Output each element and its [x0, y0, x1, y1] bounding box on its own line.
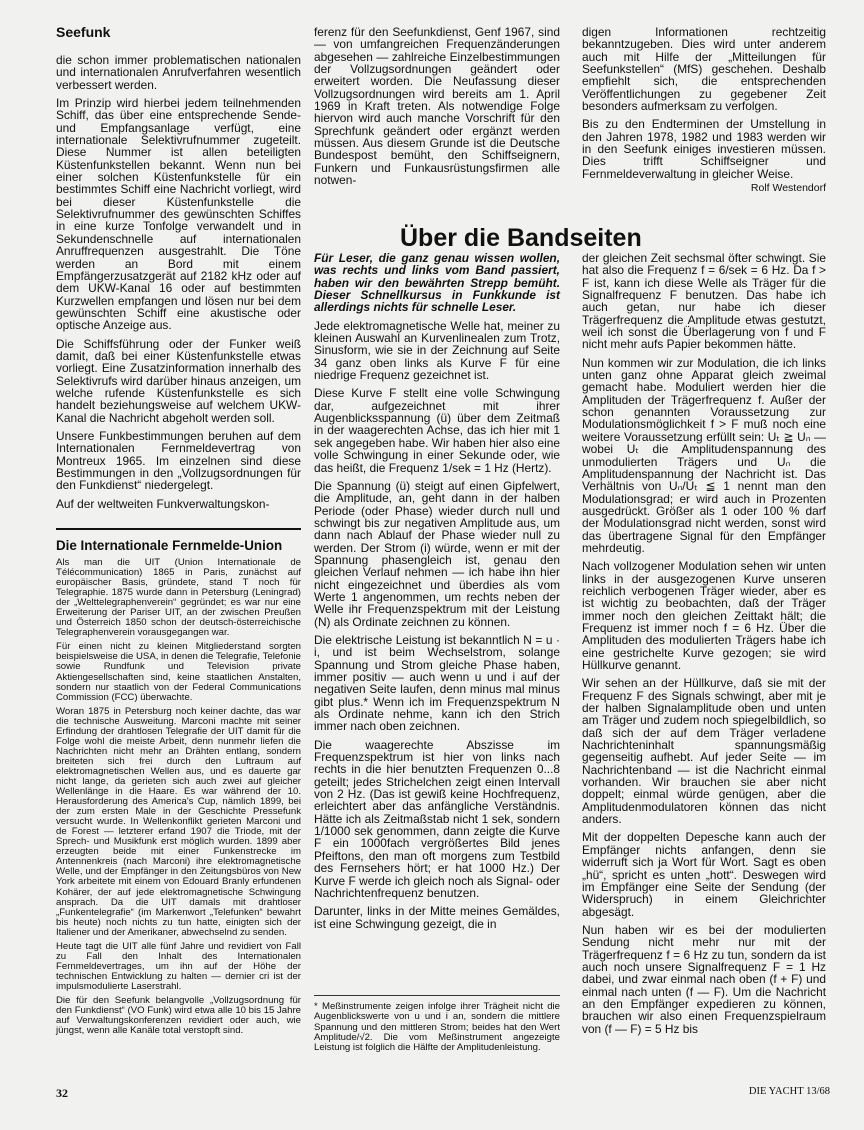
- footnote-text: * Meßinstrumente zeigen infolge ihrer Trägheit nicht die Augenblickswerte von u und i an, sondern die mittlere Spannung und den mittleren Strom; beides hat den Wert Amplitude/√2. Die vom Meßinstrument angezeigte Leistung ist folglich die Hälfte der Amplitudenleistung.: [314, 1001, 560, 1054]
- paragraph: Auf der weltweiten Funkverwaltungskon-: [56, 496, 270, 511]
- paragraph: Die Spannung (ü) steigt auf einen Gipfelwert, die Amplitude, an, geht dann in der halben Periode (oder Phase) wieder durch null und schwingt bis zur negativen Amplitude aus, um dann nach Ablauf der Phase wieder null zu werden. Der Strom (i) würde, wenn er mit der Spannung phasengleich ist, genau den gleichen Verlauf nehmen — ich habe ihn hier nicht eingezeichnet und überdies als vom Werte 1 angenommen, um rechts neben der Welle ihr Frequenzspektrum mit der Leistung (N) als Ordinate zeichnen zu können.: [314, 478, 560, 629]
- sidebar-paragraph: Als man die UIT (Union Internationale de Télécommunication) 1865 in Paris, zunächst auf europäischer Basis, gründete, stand T noch für Telegraphie. 1875 wurde dann in Petersburg (Leningrad) der „Welttelegraphenverein“ gegründet; es war nur eine Erweiterung der Pariser UIT, an der zwischen Preußen und Österreich 1850 schon der deutsch-österreichische Telegraphenverein vorausgegangen war.: [56, 557, 301, 639]
- paragraph: Nun kommen wir zur Modulation, die ich links unten ganz ohne Apparat gleich zweimal gemacht habe. Moduliert werden hier die Amplituden der Trägerfrequenz f. Außer der schon genannten Voraussetzung zur Modulationsmöglichkeit f > F muß noch eine weitere Voraussetzung erfüllt sein: Uₜ ≧ Uₙ — wobei Uₜ die Amplitudenspannung des unmodulierten Trägers und Uₙ die Amplitudenspannung der Nachricht ist. Das Verhältnis von Uₙ/Uₜ ≦ 1 nennt man den Modulationsgrad; er wird auch in Prozenten ausgedrückt. Größer als 1 oder 100 % darf der Modulationsgrad nicht werden, sonst wird das übertragene Signal für den Empfänger mehrdeutig.: [582, 355, 826, 555]
- paragraph: der gleichen Zeit sechsmal öfter schwingt. Sie hat also die Frequenz f = 6/sek = 6 Hz. Da f > F ist, kann ich diese Welle als Träger für die Signalfrequenz F benutzen. Das habe ich auch getan, nur habe ich dieser Trägerfrequenz die Amplitude etwas gestutzt, weil ich sonst die Überlagerung von f und F nicht mehr aufs Papier bekommen hätte.: [582, 251, 826, 352]
- article-lead: Für Leser, die ganz genau wissen wollen, was rechts und links vom Band passiert, haben wir den bewährten Strepp bemüht. Dieser Schnellkursus in Funkkunde ist allerdings nichts für schnelle Leser.: [314, 251, 560, 315]
- paragraph: Die Schiffsführung oder der Funker weiß damit, daß bei einer Küstenfunkstelle etwas vorliegt. Eine Zusatzinformation innerhalb des Selektivrufs wird darüber hinaus anzeigen, um welche rufende Küstenfunkstelle es sich handelt beziehungsweise auf welchem UKW-Kanal die Nachricht abgeholt werden soll.: [56, 336, 301, 425]
- sidebar-paragraph: Heute tagt die UIT alle fünf Jahre und revidiert von Fall zu Fall den Inhalt des Internationalen Fernmeldevertrages, um ihn auf der Höhe der technischen Entwicklung zu halten — dernier cri ist der impulsmodulierte Laserstrahl.: [56, 940, 301, 992]
- sidebar-paragraph: Für einen nicht zu kleinen Mitgliederstand sorgten beispielsweise die USA, in denen die Telegrafie, Telefonie sowie Rundfunk und Television private Aktiengesellschaften sind, keine staatlichen Anstalten, sondern nur staatlich von der Federal Communications Commission (FCC) überwachte.: [56, 641, 301, 703]
- footnote: [314, 995, 560, 1053]
- paragraph: ferenz für den Seefunkdienst, Genf 1967, sind — von umfangreichen Frequenzänderungen abgesehen — zahlreiche Einzelbestimmungen der Vollzugsordnungen geändert oder erweitert worden. Die Neufassung dieser Vollzugsordnungen wird bereits am 1. April 1969 in Kraft treten. Als notwendige Folge hiervon wird auch manche Vorschrift für den Sprechfunk geändert oder ergänzt werden müssen. Aus diesem Grunde ist die Deutsche Bundespost bemüht, den Schiffseignern, Funkern und Funkausrüstungsfirmen alle notwen-: [314, 25, 560, 188]
- magazine-footer: DIE YACHT 13/68: [748, 1086, 830, 1097]
- paragraph: Die elektrische Leistung ist bekanntlich N = u · i, und ist beim Wechselstrom, solange Spannung und Strom gleiche Phase haben, immer positiv — auch wenn u und i auf der negativen Seite laufen, denn minus mal minus gibt plus.* Wenn ich im Frequenzspektrum N als Ordinate nehme, kann ich den Strich immer nach oben zeichnen.: [314, 632, 560, 734]
- paragraph: Bis zu den Endterminen der Umstellung in den Jahren 1978, 1982 und 1983 werden wir in den Seefunk einiges investieren müssen. Dies trifft Schiffseigner und Fernmeldeverwaltung in gleicher Weise.: [582, 117, 826, 181]
- paragraph: Nach vollzogener Modulation sehen wir unten links in der ausgezogenen Kurve unseren reichlich verbogenen Träger wieder, aber es ist wichtig zu beobachten, daß der Träger immer noch den gleichen Zeittakt hält; die Frequenz ist immer noch f = 6 Hz. Über die Amplituden des modulierten Trägers habe ich eine gestrichelte Kurve gezogen; sie wird Hüllkurve genannt.: [582, 559, 826, 672]
- paragraph: Diese Kurve F stellt eine volle Schwingung dar, aufgezeichnet mit ihrer Augenblicksspannung (ü) über dem Zeitmaß in der waagerechten Achse, das ich hier mit 1 sek angegeben habe. Wir haben hier also eine volle Schwingung in einer Sekunde oder, wie das heißt, die Frequenz 1/sek = 1 Hz (Hertz).: [314, 386, 560, 475]
- paragraph: Die waagerechte Abszisse im Frequenzspektrum ist hier von links nach rechts in die hier benutzten Frequenzen 0...8 geteilt; jedes Strichelchen zeigt einen Intervall von 2 Hz. (Das ist gewiß keine Hochfrequenz, erleichtert aber das anfängliche Verständnis. Hätte ich als Zeitmaßstab nicht 1 sek, sondern 1/1000 sek genommen, dann zeigte die Kurve F ein 1000fach vergrößertes Bild jenes Pfeiftons, den man oft morgens zum Testbild des Fernsehers hört; er hat 1000 Hz.) Der Kurve F werde ich gleich noch als Signal- oder Nachrichtenfrequenz benutzen.: [314, 737, 560, 900]
- article1-column-1: [56, 54, 301, 516]
- paragraph: Jede elektromagnetische Welle hat, meiner zu kleinen Auswahl an Kurvenlinealen zum Trotz, Sinusform, wie sie in der Zeichnung auf Seite 34 ganz oben links als Kurve F für eine niedrige Frequenz gezeichnet ist.: [314, 318, 560, 383]
- sidebar-paragraph: Die für den Seefunk belangvolle „Vollzugsordnung für den Funkdienst“ (VO Funk) wird etwa alle 10 bis 15 Jahre auf Verwaltungskonferenzen revidiert oder auch, wie jüngst, wenn alle Kanäle total verstopft sind.: [56, 994, 301, 1037]
- paragraph: Nun haben wir es bei der modulierten Sendung nicht mehr nur mit der Trägerfrequenz f = 6 Hz zu tun, sondern da ist auch noch unsere Signalfrequenz F = 1 Hz dabei, und zwar einmal nach oben (f + F) und einmal nach unten (f — F). Um die Nachricht an den Empfänger expedieren zu können, brauchen wir also einen Frequenzspielraum von (f — F) = 5 Hz bis: [582, 922, 826, 1036]
- section-label: Seefunk: [56, 24, 111, 40]
- article1-column-3: [582, 26, 826, 194]
- sidebar-paragraph: Woran 1875 in Petersburg noch keiner dachte, das war die technische Ausweitung. Marconi machte mit seiner Erfindung der drahtlosen Telegrafie der UIT damit für die Folge wohl die meiste Arbeit, denn nunmehr liefen die Nachrichten nicht mehr an Drähten entlang, sondern breiteten sich frei durch den Luftraum auf elektromagnetischen Wellen aus, und es dauerte gar nicht lange, da gerieten sich auch zwei auf gleicher Wellenlänge in die Haare. Es war während der 10. Herausforderung des America's Cup, nämlich 1899, bei der zum ersten Male in der Geschichte Pressefunk versucht wurde. In Wellenkonflikt gerieten Marconi und de Forest — letzterer erfand 1907 die Triode, mit der Sprech- und Musikfunk erst möglich wurden. 1899 aber erzeugten beide mit einer Funkenstrecke im Antennenkreis (nach Marconi) ihre elektromagnetische Welle, und der Empfänger in den Zeitungsbüros von New York arbeitete mit einem von Edouard Branly erfundenen Kohärer, der auf jede elektromagnetische Schwingung ansprach. Da die UIT damals mit drahtloser „Funkentelegrafie“ (im Markenwort „Telefunken“ bewahrt bis heute) noch nichts zu tun hatte, einigten sich der Italiener und der Amerikaner, abwechselnd zu senden.: [56, 705, 301, 938]
- paragraph: Mit der doppelten Depesche kann auch der Empfänger nichts anfangen, denn sie widerruft sich ja Wort für Wort. Sagt es oben „hü“, spricht es unten „hott“. Deswegen wird im Empfänger eine Seite der Sendung (der Widerspruch) in einem Gleichrichter abgesägt.: [582, 830, 826, 919]
- sidebar-title: Die Internationale Fernmelde-Union: [56, 538, 283, 553]
- article-headline: Über die Bandseiten: [400, 224, 642, 252]
- paragraph: Unsere Funkbestimmungen beruhen auf dem Internationalen Fernmeldevertrag von Montreux 1965. Im einzelnen sind diese Bestimmungen in den „Vollzugsordnungen für den Funkdienst“ niedergelegt.: [56, 428, 301, 493]
- sidebar-box: [56, 528, 301, 1040]
- article1-column-2: [314, 26, 560, 192]
- author-byline: Rolf Westendorf: [750, 182, 826, 195]
- paragraph: Darunter, links in der Mitte meines Gemäldes, ist eine Schwingung gezeigt, die in: [314, 904, 560, 931]
- article2-column-1: [314, 252, 560, 936]
- paragraph: Wir sehen an der Hüllkurve, daß sie mit der Frequenz F des Signals schwingt, aber mit je der halben Signalamplitude oben und unten am Träger und zudem noch spiegelbildlich, so daß sich der auf dem Träger verladene Nachrichteninhalt spannungsmäßig gegenseitig aufhebt. Auf jeder Seite — im Nachrichtenband — ist die Nachricht einmal vorhanden. Wir brauchen sie aber nicht doppelt; einmal würde genügen, aber die Amplitudenmodulatoren können das nicht anders.: [582, 676, 826, 827]
- page-number: 32: [56, 1086, 68, 1100]
- article2-column-2: [582, 252, 826, 1041]
- paragraph: Im Prinzip wird hierbei jedem teilnehmenden Schiff, das über eine entsprechende Sende- und Empfangsanlage verfügt, eine internationale Selektivrufnummer zugeteilt. Diese Nummer ist allen beteiligten Küstenfunkstellen bekannt. Wenn nun bei einer solchen Küstenfunkstelle für ein bestimmtes Schiff eine Nachricht vorliegt, wird bei dieser Küstenfunkstelle die Selektivrufnummer des gewünschten Schiffes in eine kurze Tonfolge verwandelt und in Sekundenschnelle auf internationalen Anruffrequenzen ausgestrahlt. Die Töne werden an Bord mit einem Empfängerzusatzgerät auf 2182 kHz oder auf dem UKW-Kanal 16 oder auf bestimmten Kurzwellen empfangen und lösen nur bei dem gewünschten Schiff eine akustische oder optische Anzeige aus.: [56, 96, 301, 333]
- paragraph: digen Informationen rechtzeitig bekanntzugeben. Dies wird unter anderem auch mit Hilfe der „Mitteilungen für Seefunkstellen“ (MfS) geschehen. Deshalb empfiehlt sich, die entsprechenden Veröffentlichungen zu gegebener Zeit besonders aufmerksam zu verfolgen.: [582, 25, 826, 114]
- paragraph: die schon immer problematischen nationalen und internationalen Anrufverfahren wesentlich verbessert werden.: [56, 53, 301, 92]
